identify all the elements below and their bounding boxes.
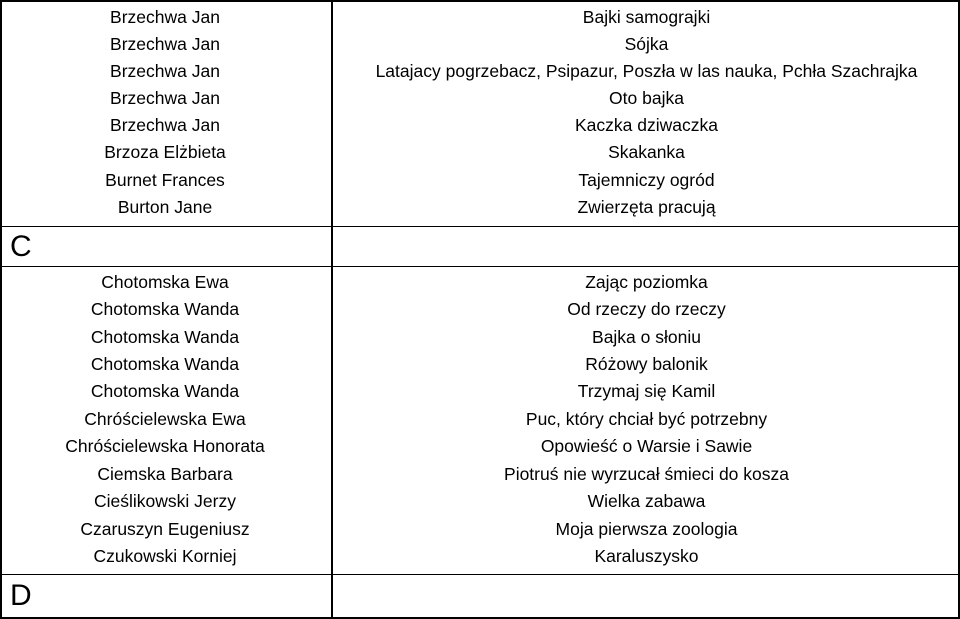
- author-cell: Chotomska Wanda: [90, 327, 240, 347]
- author-cell: Brzechwa Jan: [110, 7, 220, 27]
- author-cell: Ciemska Barbara: [97, 464, 233, 484]
- author-cell: Czaruszyn Eugeniusz: [80, 519, 250, 539]
- title-cell: Kaczka dziwaczka: [575, 115, 718, 135]
- title-cell: Moja pierwsza zoologia: [555, 519, 738, 539]
- title-cell: Latajacy pogrzebacz, Psipazur, Poszła w las nauka, Pchła Szachrajka: [375, 61, 918, 81]
- title-cell: Bajka o słoniu: [592, 327, 701, 347]
- title-cell: Zwierzęta pracują: [577, 197, 716, 217]
- author-cell: Brzechwa Jan: [110, 88, 220, 108]
- top-border: [0, 0, 960, 2]
- title-cell: Zając poziomka: [585, 272, 708, 292]
- section-divider: [0, 574, 960, 575]
- title-cell: Oto bajka: [609, 88, 684, 108]
- title-cell: Tajemniczy ogród: [578, 170, 715, 190]
- title-cell: Od rzeczy do rzeczy: [567, 299, 726, 319]
- title-cell: Piotruś nie wyrzucał śmieci do kosza: [504, 464, 789, 484]
- title-cell: Skakanka: [608, 142, 685, 162]
- section-letter-d: D: [10, 579, 32, 612]
- section-divider: [0, 226, 960, 227]
- author-cell: Chotomska Wanda: [90, 381, 240, 401]
- title-cell: Sójka: [624, 34, 669, 54]
- section-letter-c: C: [10, 230, 32, 263]
- title-cell: Opowieść o Warsie i Sawie: [540, 436, 753, 456]
- author-cell: Brzechwa Jan: [110, 115, 220, 135]
- author-cell: Chotomska Wanda: [90, 299, 240, 319]
- title-cell: Puc, który chciał być potrzebny: [525, 409, 768, 429]
- author-cell: Burton Jane: [117, 197, 213, 217]
- author-cell: Burnet Frances: [105, 170, 225, 190]
- author-cell: Brzechwa Jan: [110, 34, 220, 54]
- author-cell: Cieślikowski Jerzy: [94, 491, 236, 511]
- author-cell: Chotomska Wanda: [90, 354, 240, 374]
- author-cell: Czukowski Korniej: [93, 546, 237, 566]
- author-cell: Chróścielewska Honorata: [65, 436, 265, 456]
- title-cell: Różowy balonik: [585, 354, 708, 374]
- author-cell: Brzoza Elżbieta: [104, 142, 226, 162]
- title-cell: Bajki samograjki: [582, 7, 711, 27]
- author-cell: Brzechwa Jan: [110, 61, 220, 81]
- author-cell: Chotomska Ewa: [101, 272, 229, 292]
- author-cell: Chróścielewska Ewa: [84, 409, 246, 429]
- title-cell: Wielka zabawa: [587, 491, 706, 511]
- title-cell: Karaluszysko: [594, 546, 699, 566]
- section-divider: [0, 266, 960, 267]
- title-cell: Trzymaj się Kamil: [577, 381, 716, 401]
